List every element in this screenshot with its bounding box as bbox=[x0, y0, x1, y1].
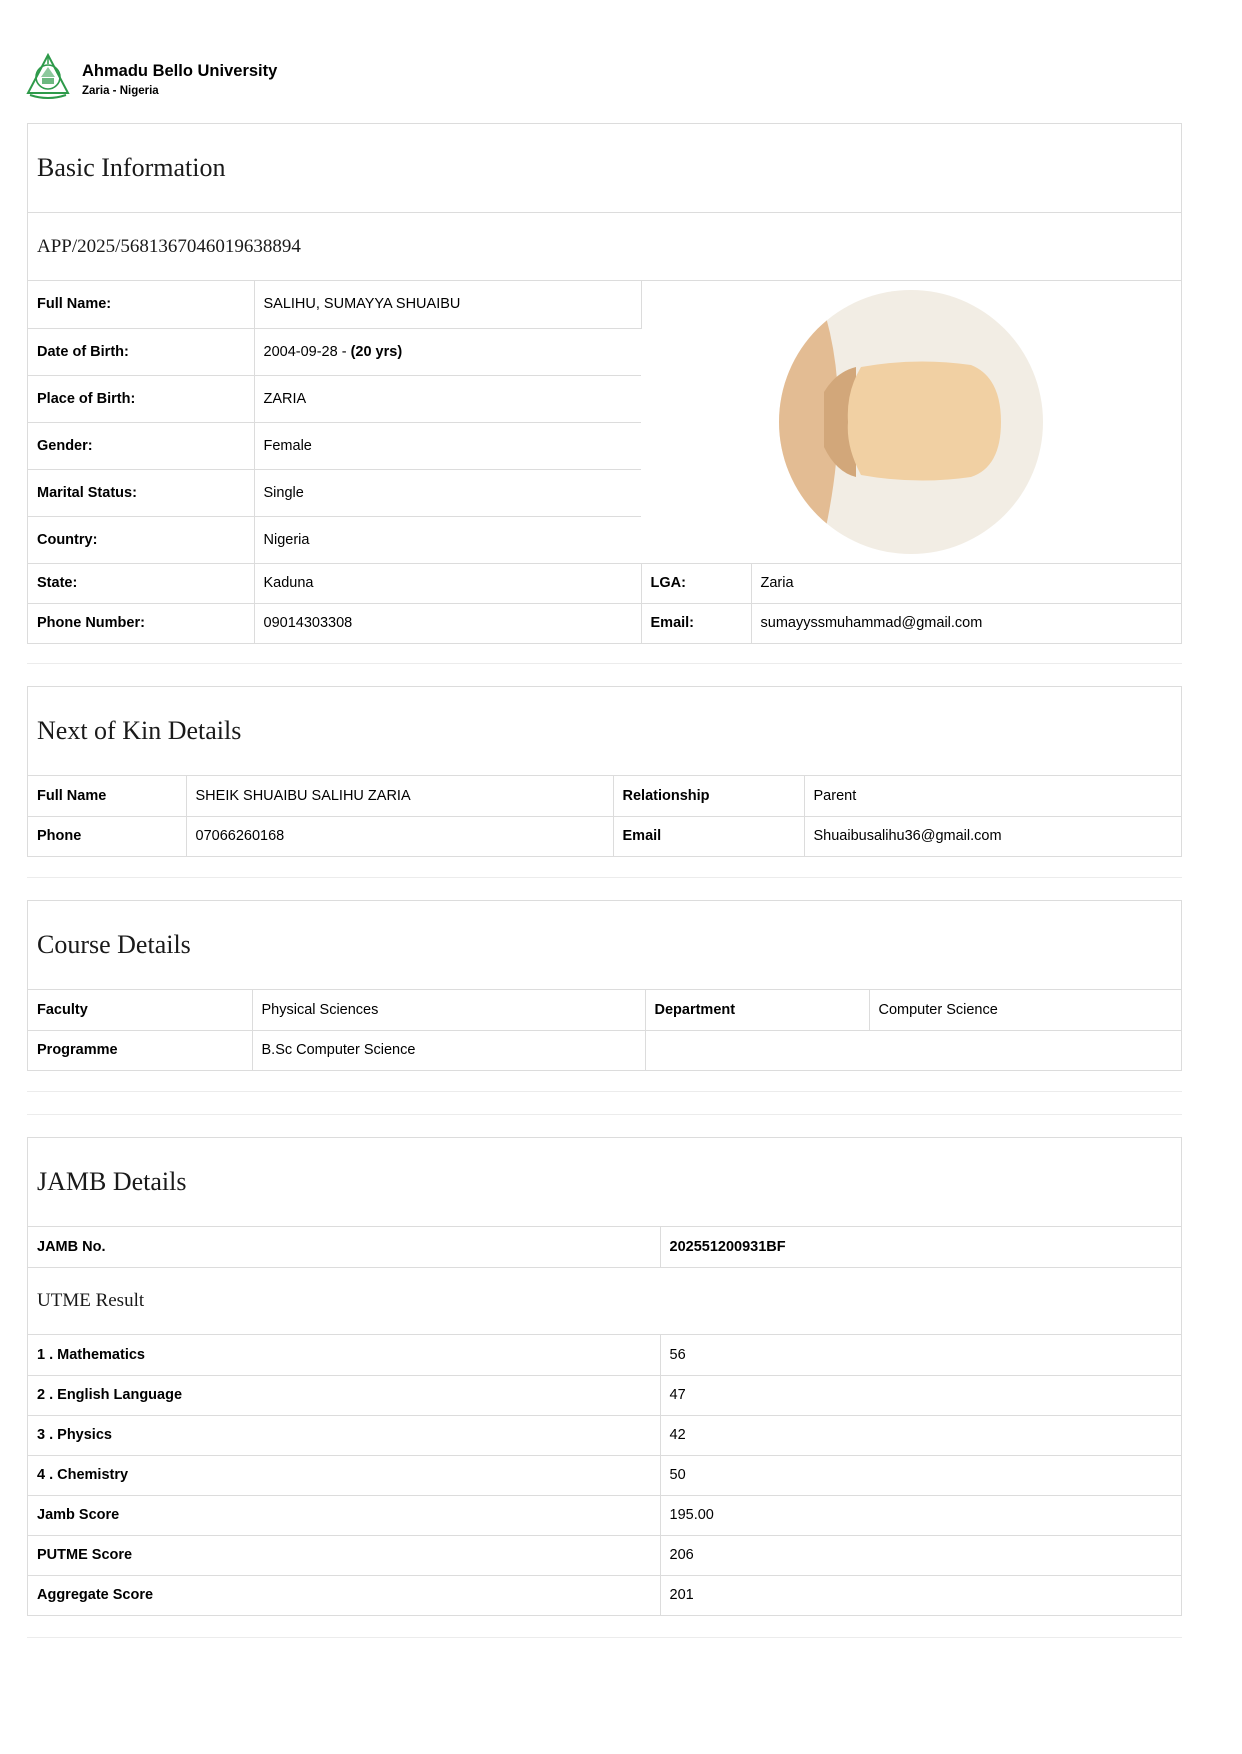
subject-1-label: 1 . Mathematics bbox=[28, 1335, 660, 1375]
kin-email-value: Shuaibusalihu36@gmail.com bbox=[813, 828, 1002, 845]
next-of-kin-title: Next of Kin Details bbox=[28, 687, 1181, 776]
email-label: Email: bbox=[641, 603, 751, 643]
faculty-label: Faculty bbox=[28, 990, 252, 1030]
lga-value: Zaria bbox=[751, 563, 1181, 603]
empty-cell bbox=[645, 1030, 1181, 1070]
jamb-details-title: JAMB Details bbox=[28, 1138, 1181, 1227]
kin-relationship-label: Relationship bbox=[613, 776, 804, 816]
aggregate-score-value: 201 bbox=[669, 1587, 694, 1604]
subject-3-score: 42 bbox=[660, 1415, 1181, 1455]
full-name-label: Full Name: bbox=[28, 281, 254, 328]
subject-4-score: 50 bbox=[660, 1455, 1181, 1495]
section-divider bbox=[27, 1114, 1182, 1115]
utme-result-table bbox=[28, 1335, 1181, 1615]
jamb-score-value: 195.00 bbox=[660, 1495, 1181, 1535]
section-divider bbox=[27, 1091, 1182, 1092]
jamb-number-label: JAMB No. bbox=[28, 1227, 660, 1267]
dob-date: 2004-09-28 bbox=[263, 343, 338, 360]
dob-value bbox=[254, 328, 641, 375]
kin-email-label: Email bbox=[613, 816, 804, 856]
putme-score-label: PUTME Score bbox=[28, 1535, 660, 1575]
email-value: sumayyssmuhammad@gmail.com bbox=[760, 615, 983, 632]
section-divider bbox=[27, 1637, 1182, 1638]
dob-label: Date of Birth: bbox=[28, 328, 254, 375]
gender-label: Gender: bbox=[28, 422, 254, 469]
dob-separator: - bbox=[337, 343, 351, 360]
country-value: Nigeria bbox=[254, 516, 641, 563]
jamb-details-section bbox=[27, 1137, 1182, 1616]
faculty-value: Physical Sciences bbox=[252, 990, 645, 1030]
course-details-section bbox=[27, 900, 1182, 1071]
jamb-number-value: 202551200931BF bbox=[669, 1239, 786, 1255]
phone-number-label: Phone Number: bbox=[28, 603, 254, 643]
programme-value: B.Sc Computer Science bbox=[252, 1030, 645, 1070]
pob-value: ZARIA bbox=[254, 375, 641, 422]
basic-information-section bbox=[27, 123, 1182, 644]
university-name: Ahmadu Bello University bbox=[82, 62, 278, 80]
phone-number-value: 09014303308 bbox=[254, 603, 641, 643]
putme-score-value: 206 bbox=[660, 1535, 1181, 1575]
applicant-photo bbox=[776, 287, 1046, 557]
subject-2-score: 47 bbox=[660, 1375, 1181, 1415]
state-value: Kaduna bbox=[254, 563, 641, 603]
gender-value: Female bbox=[254, 422, 641, 469]
aggregate-score-label: Aggregate Score bbox=[28, 1575, 660, 1615]
programme-label: Programme bbox=[28, 1030, 252, 1070]
lga-label: LGA: bbox=[641, 563, 751, 603]
kin-relationship-value: Parent bbox=[804, 776, 1181, 816]
page-header bbox=[26, 53, 277, 103]
jamb-score-label: Jamb Score bbox=[28, 1495, 660, 1535]
course-details-table bbox=[28, 990, 1181, 1070]
subject-1-score: 56 bbox=[660, 1335, 1181, 1375]
basic-information-table bbox=[28, 281, 1181, 643]
utme-result-title: UTME Result bbox=[28, 1267, 1181, 1335]
full-name-value: SALIHU, SUMAYYA SHUAIBU bbox=[254, 281, 641, 328]
applicant-photo-cell bbox=[641, 281, 1181, 563]
country-label: Country: bbox=[28, 516, 254, 563]
kin-phone-value: 07066260168 bbox=[186, 816, 613, 856]
kin-full-name-label: Full Name bbox=[28, 776, 186, 816]
pob-label: Place of Birth: bbox=[28, 375, 254, 422]
next-of-kin-table bbox=[28, 776, 1181, 856]
basic-information-title: Basic Information bbox=[28, 124, 1181, 213]
application-number: APP/2025/5681367046019638894 bbox=[28, 213, 1181, 281]
course-details-title: Course Details bbox=[28, 901, 1181, 990]
kin-phone-label: Phone bbox=[28, 816, 186, 856]
marital-status-value: Single bbox=[254, 469, 641, 516]
state-label: State: bbox=[28, 563, 254, 603]
jamb-number-table bbox=[28, 1227, 1181, 1267]
department-label: Department bbox=[645, 990, 869, 1030]
kin-full-name-value: SHEIK SHUAIBU SALIHU ZARIA bbox=[186, 776, 613, 816]
section-divider bbox=[27, 877, 1182, 878]
subject-4-label: 4 . Chemistry bbox=[28, 1455, 660, 1495]
age-badge: (20 yrs) bbox=[350, 343, 403, 360]
department-value: Computer Science bbox=[869, 990, 1181, 1030]
marital-status-label: Marital Status: bbox=[28, 469, 254, 516]
next-of-kin-section bbox=[27, 686, 1182, 857]
university-location: Zaria - Nigeria bbox=[82, 85, 159, 97]
subject-2-label: 2 . English Language bbox=[28, 1375, 660, 1415]
subject-3-label: 3 . Physics bbox=[28, 1415, 660, 1455]
section-divider bbox=[27, 663, 1182, 664]
university-crest-icon bbox=[26, 53, 70, 99]
